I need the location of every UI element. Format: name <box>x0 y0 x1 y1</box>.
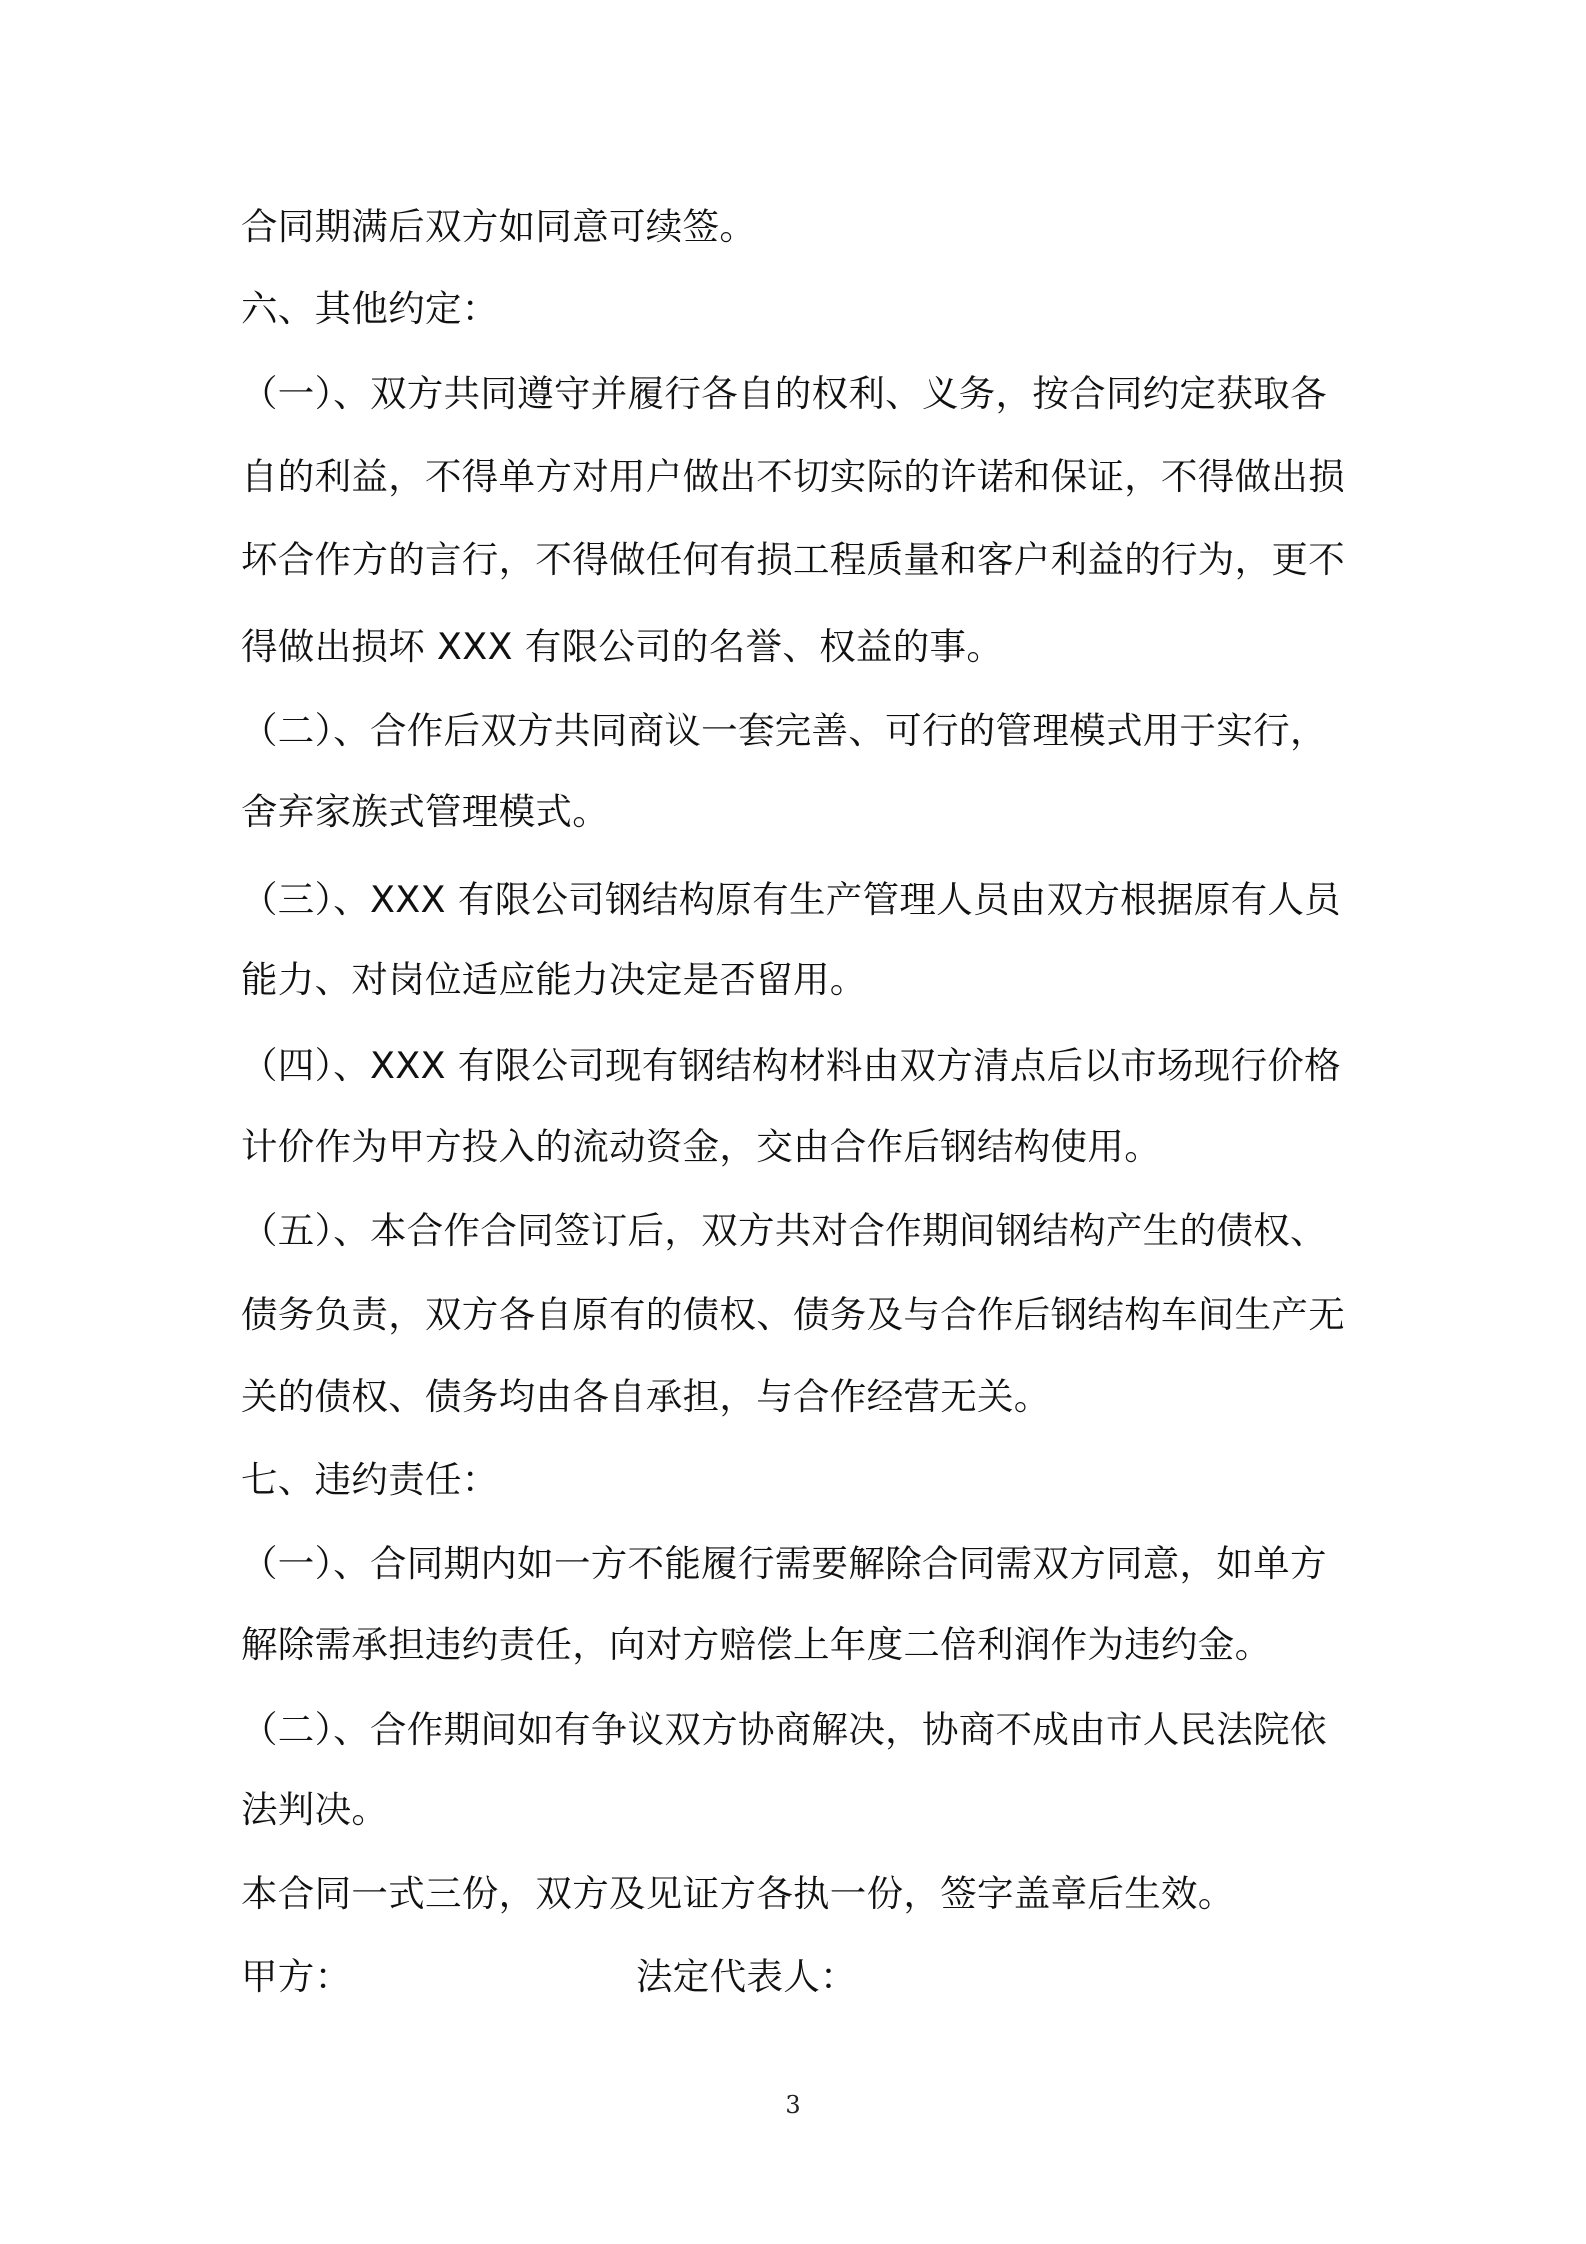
text-line: （二）、合作后双方共同商议一套完善、可行的管理模式用于实行， <box>241 709 1327 752</box>
text-line: 自的利益，不得单方对用户做出不切实际的许诺和保证，不得做出损 <box>241 455 1345 498</box>
text-line: （一）、双方共同遵守并履行各自的权利、义务，按合同约定获取各 <box>241 372 1327 415</box>
party-a-label: 甲方： <box>241 1955 352 1998</box>
section-heading: 六、其他约定： <box>241 287 499 330</box>
text-line: （五）、本合作合同签订后，双方共对合作期间钢结构产生的债权、 <box>241 1209 1327 1252</box>
text-line: 本合同一式三份，双方及见证方各执一份，签字盖章后生效。 <box>241 1872 1235 1915</box>
section-heading: 七、违约责任： <box>241 1458 499 1501</box>
text-line: 合同期满后双方如同意可续签。 <box>241 205 757 248</box>
page-number: 3 <box>785 2091 801 2119</box>
legal-representative-label: 法定代表人： <box>636 1955 857 1998</box>
text-line: （二）、合作期间如有争议双方协商解决，协商不成由市人民法院依 <box>241 1708 1327 1751</box>
text-line: 得做出损坏 XXX 有限公司的名誉、权益的事。 <box>241 625 1004 668</box>
text-line: （三）、XXX 有限公司钢结构原有生产管理人员由双方根据原有人员 <box>241 878 1341 921</box>
text-line: 解除需承担违约责任，向对方赔偿上年度二倍利润作为违约金。 <box>241 1623 1272 1666</box>
text-line: （四）、XXX 有限公司现有钢结构材料由双方清点后以市场现行价格 <box>241 1044 1341 1087</box>
text-line: 计价作为甲方投入的流动资金，交由合作后钢结构使用。 <box>241 1125 1161 1168</box>
text-line: 能力、对岗位适应能力决定是否留用。 <box>241 958 867 1001</box>
text-line: 法判决。 <box>241 1788 389 1831</box>
text-line: 坏合作方的言行，不得做任何有损工程质量和客户利益的行为，更不 <box>241 538 1345 581</box>
text-line: （一）、合同期内如一方不能履行需要解除合同需双方同意，如单方 <box>241 1542 1327 1585</box>
text-line: 舍弃家族式管理模式。 <box>241 790 609 833</box>
text-line: 债务负责，双方各自原有的债权、债务及与合作后钢结构车间生产无 <box>241 1293 1345 1336</box>
text-line: 关的债权、债务均由各自承担，与合作经营无关。 <box>241 1375 1051 1418</box>
